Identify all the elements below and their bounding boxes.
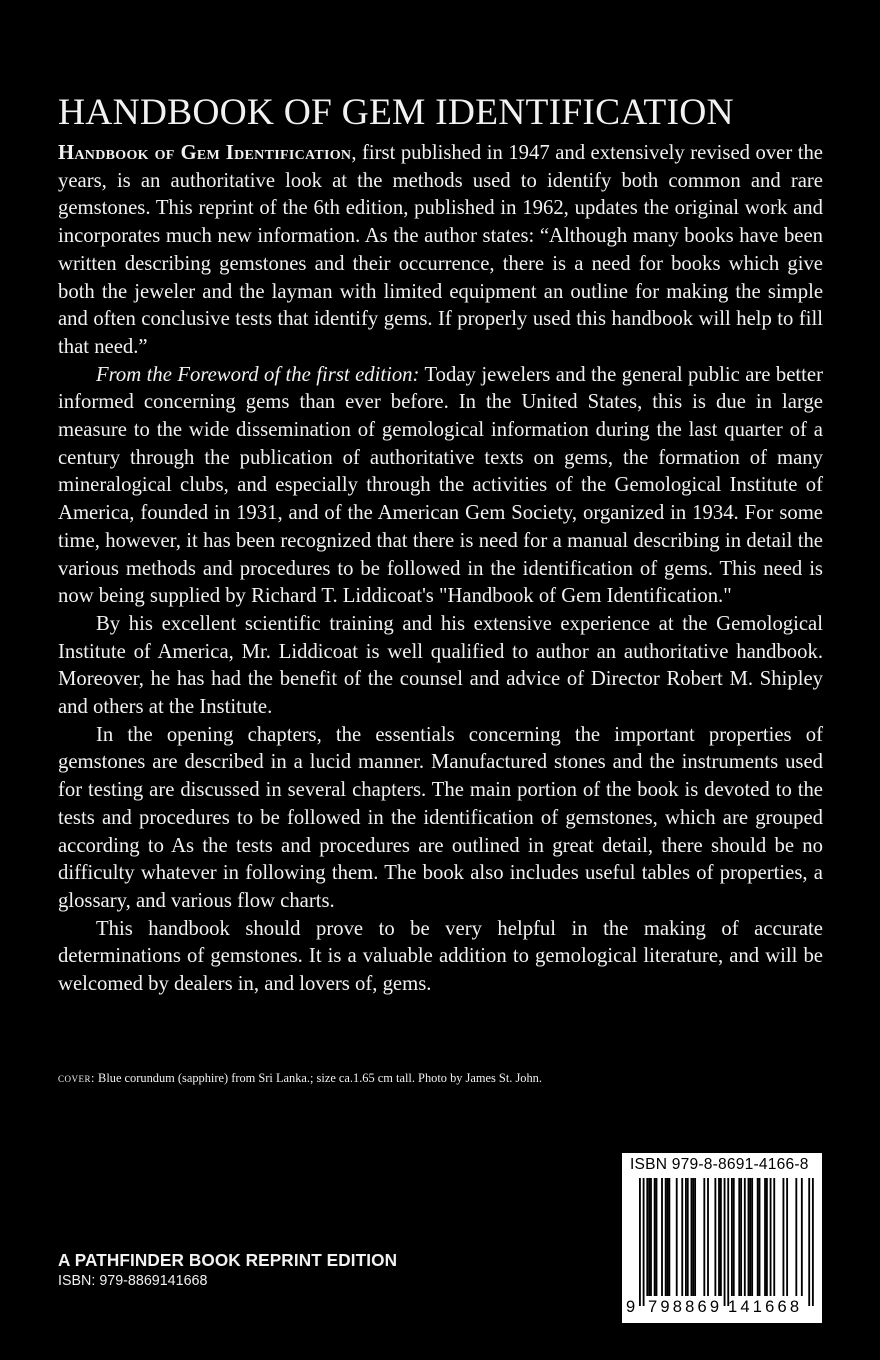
barcode-bar	[668, 1178, 670, 1296]
barcode-bar	[656, 1178, 658, 1296]
barcode-bar	[751, 1178, 753, 1296]
barcode-bar	[795, 1178, 797, 1296]
barcode-bar	[783, 1178, 785, 1296]
barcode-bar	[764, 1178, 766, 1296]
barcode-digits	[622, 1298, 822, 1322]
publisher-imprint	[58, 1250, 397, 1290]
barcode-bar	[733, 1178, 735, 1296]
barcode-bar	[646, 1178, 648, 1296]
barcode-bars	[622, 1178, 822, 1308]
barcode-bar	[648, 1178, 650, 1296]
barcode-bar	[681, 1178, 683, 1296]
barcode-bar	[685, 1178, 687, 1296]
barcode-bar	[703, 1178, 705, 1296]
cover-credit-text: Blue corundum (sapphire) from Sri Lanka.; size ca.1.65 cm tall. Photo by James St. John.	[94, 1071, 542, 1085]
foreword-paragraph-text: Today jewelers and the general public are better informed concerning gems than ever before. In the United States, this is due in large measure to the wide dissemination of gemological information during the last quarter of a century through the publication of authoritative texts on gems, the formation of many mineralogical clubs, and especially through the activities of the Gemological Institute of America, founded in 1931, and of the American Gem Society, organized in 1934. For some time, however, it has been recognized that there is need for a manual describing in detail the various methods and procedures to be followed in the identification of gems. This need is now being supplied by Richard T. Liddicoat's "Handbook of Gem Identification."	[58, 363, 823, 608]
foreword-paragraph	[58, 362, 823, 611]
description-paragraph-4: In the opening chapters, the essentials concerning the important properties of gemstones are described in a lucid manner. Manufactured stones and the instruments used for testing are discussed in several chapters. The main portion of the book is devoted to the tests and procedures to be followed in the identification of gemstones, which are grouped according to As the tests and procedures are outlined in great detail, there should be no difficulty whatever in following them. The book also includes useful tables of properties, a glossary, and various flow charts.	[58, 723, 823, 912]
foreword-lead-italic: From the Foreword of the first edition:	[96, 363, 420, 386]
barcode-bar	[757, 1178, 759, 1296]
barcode-bar	[720, 1178, 722, 1296]
barcode-bar	[707, 1178, 709, 1296]
barcode-bar	[766, 1178, 768, 1296]
description-title-smallcaps: Handbook of Gem Identification	[58, 142, 352, 164]
barcode-bar	[654, 1178, 656, 1296]
cover-credit-label: cover:	[58, 1071, 95, 1085]
description-paragraph-3: By his excellent scientific training and his extensive experience at the Gemological Institute of America, Mr. Liddicoat is well qualified to author an authoritative handbook. Moreover, he has had the benefit of the counsel and advice of Director Robert M. Shipley and others at the Institute.	[58, 612, 823, 719]
barcode-box	[622, 1153, 822, 1323]
barcode-bar	[694, 1178, 696, 1296]
barcode-bar	[740, 1178, 742, 1296]
barcode-bar	[727, 1178, 729, 1306]
barcode-bar	[714, 1178, 716, 1296]
barcode-first-digit: 9	[626, 1298, 636, 1316]
barcode-bar	[661, 1178, 663, 1296]
barcode-isbn-label: ISBN 979-8-8691-4166-8	[630, 1156, 809, 1173]
barcode-bar	[692, 1178, 694, 1296]
barcode-bar	[724, 1178, 726, 1306]
barcode-bar	[759, 1178, 761, 1296]
barcode-bar	[643, 1178, 645, 1306]
imprint-isbn: ISBN: 979-8869141668	[58, 1273, 208, 1289]
barcode-bar	[812, 1178, 814, 1306]
barcode-bar	[773, 1178, 775, 1296]
cover-photo-credit	[58, 1070, 838, 1086]
barcode-right-digits: 141668	[728, 1298, 803, 1316]
barcode-bar	[801, 1178, 803, 1296]
edition-label: A PATHFINDER BOOK REPRINT EDITION	[58, 1250, 398, 1270]
barcode-bar	[691, 1178, 693, 1296]
barcode-bar	[738, 1178, 740, 1296]
barcode-bar	[667, 1178, 669, 1296]
barcode-bar	[718, 1178, 720, 1296]
barcode-bar	[808, 1178, 810, 1306]
description-paragraph-1-text: , first published in 1947 and extensively revised over the years, is an authoritative look at the methods used to identify both common and rare gemstones. This reprint of the 6th edition, published in 1962, updates the original work and incorporates much new information. As the author states: “Although many books have been written describing gemstones and their occurrence, there is a need for books which give both the jeweler and the layman with limited equipment an outline for making the simple and often conclusive tests that identify gems. If properly used this handbook will help to fill that need.”	[58, 142, 823, 358]
barcode-bar	[748, 1178, 750, 1296]
barcode-bar	[665, 1178, 667, 1296]
description-paragraph-1	[58, 140, 823, 362]
barcode-bar	[639, 1178, 641, 1306]
barcode-bar	[731, 1178, 733, 1296]
barcode-bar	[650, 1178, 652, 1296]
barcode-bar	[676, 1178, 678, 1296]
book-title: HANDBOOK OF GEM IDENTIFICATION	[58, 92, 734, 133]
barcode-bar	[786, 1178, 788, 1296]
barcode-bar	[770, 1178, 772, 1296]
back-cover-description	[58, 140, 823, 999]
barcode-bar	[687, 1178, 689, 1296]
barcode-bar	[744, 1178, 746, 1296]
description-paragraph-5: This handbook should prove to be very helpful in the making of accurate determinations of gemstones. It is a valuable addition to gemological literature, and will be welcomed by dealers in, and lovers of, gems.	[58, 917, 823, 996]
barcode-left-digits: 798869	[648, 1298, 723, 1316]
barcode-bar	[749, 1178, 751, 1296]
